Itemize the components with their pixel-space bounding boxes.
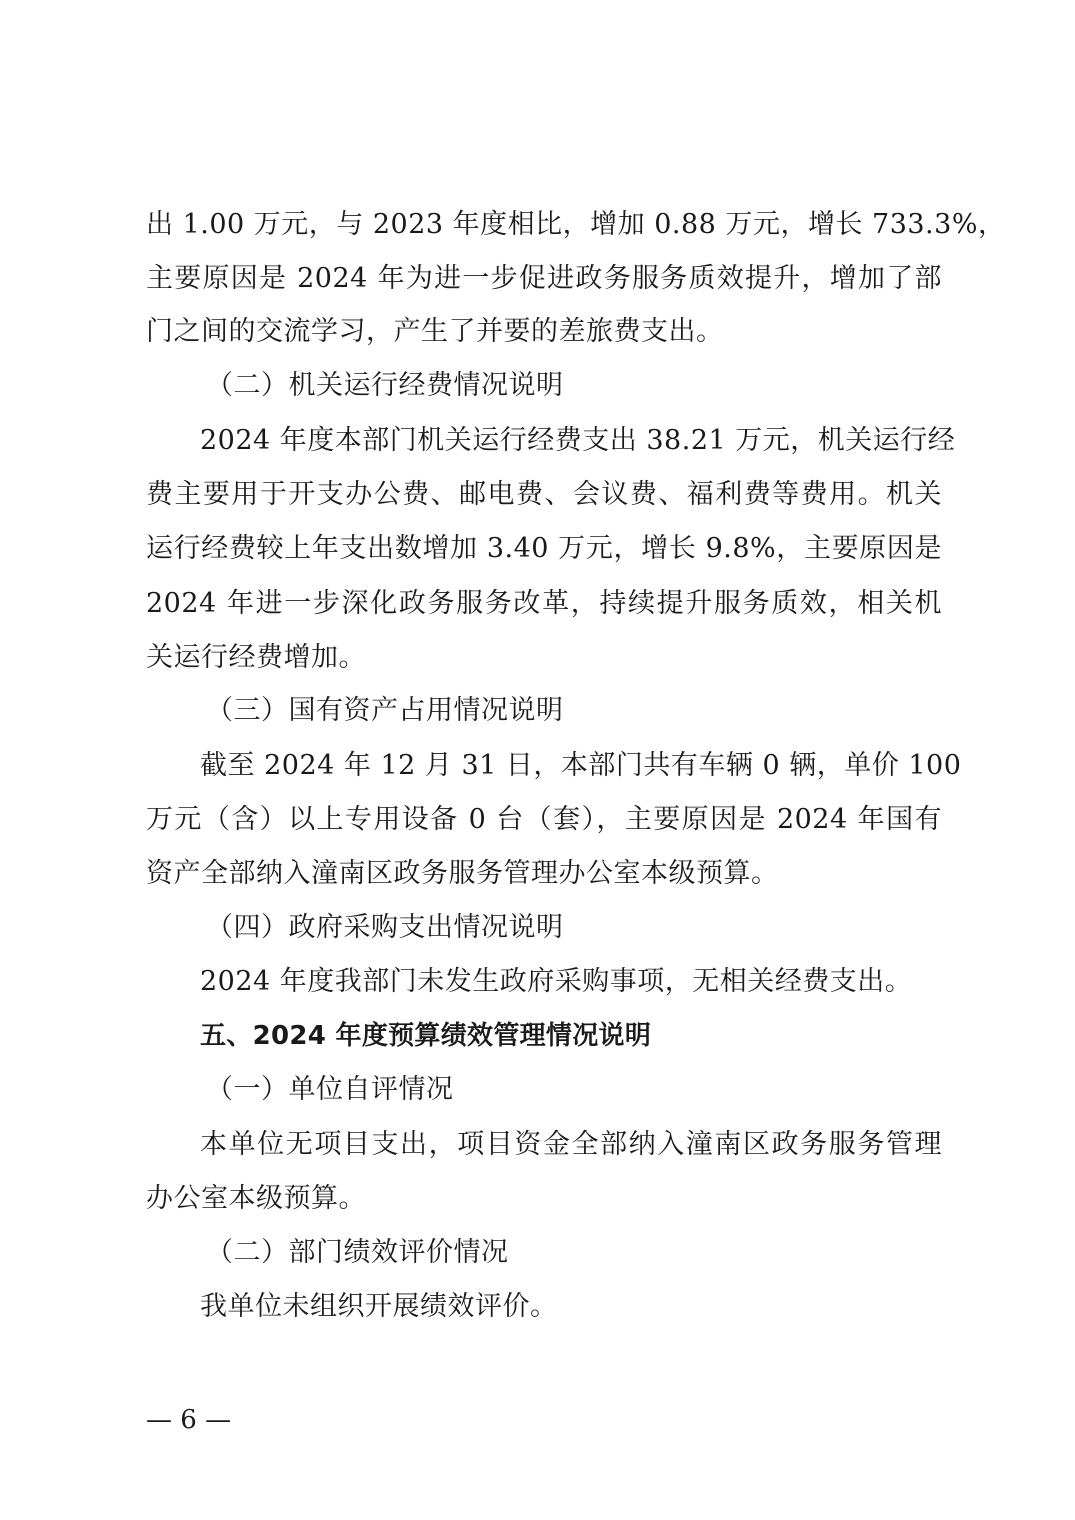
paragraph-line: 运行经费较上年支出数增加 3.40 万元，增长 9.8%，主要原因是 [146,533,942,564]
page-number: — 6 — [146,1405,232,1435]
section-heading: （三）国有资产占用情况说明 [206,695,564,726]
section-heading: （二）机关运行经费情况说明 [206,370,564,401]
paragraph-line: 2024 年度本部门机关运行经费支出 38.21 万元，机关运行经 [200,425,956,456]
part-heading: 五、2024 年度预算绩效管理情况说明 [200,1021,652,1051]
paragraph-line: 2024 年度我部门未发生政府采购事项，无相关经费支出。 [200,966,913,997]
paragraph-line: 关运行经费增加。 [146,642,366,673]
paragraph-line: 截至 2024 年 12 月 31 日，本部门共有车辆 0 辆，单价 100 [200,750,962,781]
paragraph-line: 费主要用于开支办公费、邮电费、会议费、福利费等费用。机关 [146,479,942,510]
paragraph-line: 出 1.00 万元，与 2023 年度相比，增加 0.88 万元，增长 733.3%， [146,209,1006,240]
section-heading: （四）政府采购支出情况说明 [206,912,564,943]
paragraph-line: 2024 年进一步深化政务服务改革，持续提升服务质效，相关机 [146,588,942,619]
paragraph-line: 主要原因是 2024 年为进一步促进政务服务质效提升，增加了部 [146,263,942,294]
section-heading: （二）部门绩效评价情况 [206,1237,509,1268]
paragraph-line: 万元（含）以上专用设备 0 台（套），主要原因是 2024 年国有 [146,804,942,835]
paragraph-line: 办公室本级预算。 [146,1183,366,1214]
paragraph-line: 我单位未组织开展绩效评价。 [200,1291,558,1322]
paragraph-line: 资产全部纳入潼南区政务服务管理办公室本级预算。 [146,858,779,889]
paragraph-line: 本单位无项目支出，项目资金全部纳入潼南区政务服务管理 [200,1129,942,1160]
section-heading: （一）单位自评情况 [206,1074,454,1105]
paragraph-line: 门之间的交流学习，产生了并要的差旅费支出。 [146,316,724,347]
